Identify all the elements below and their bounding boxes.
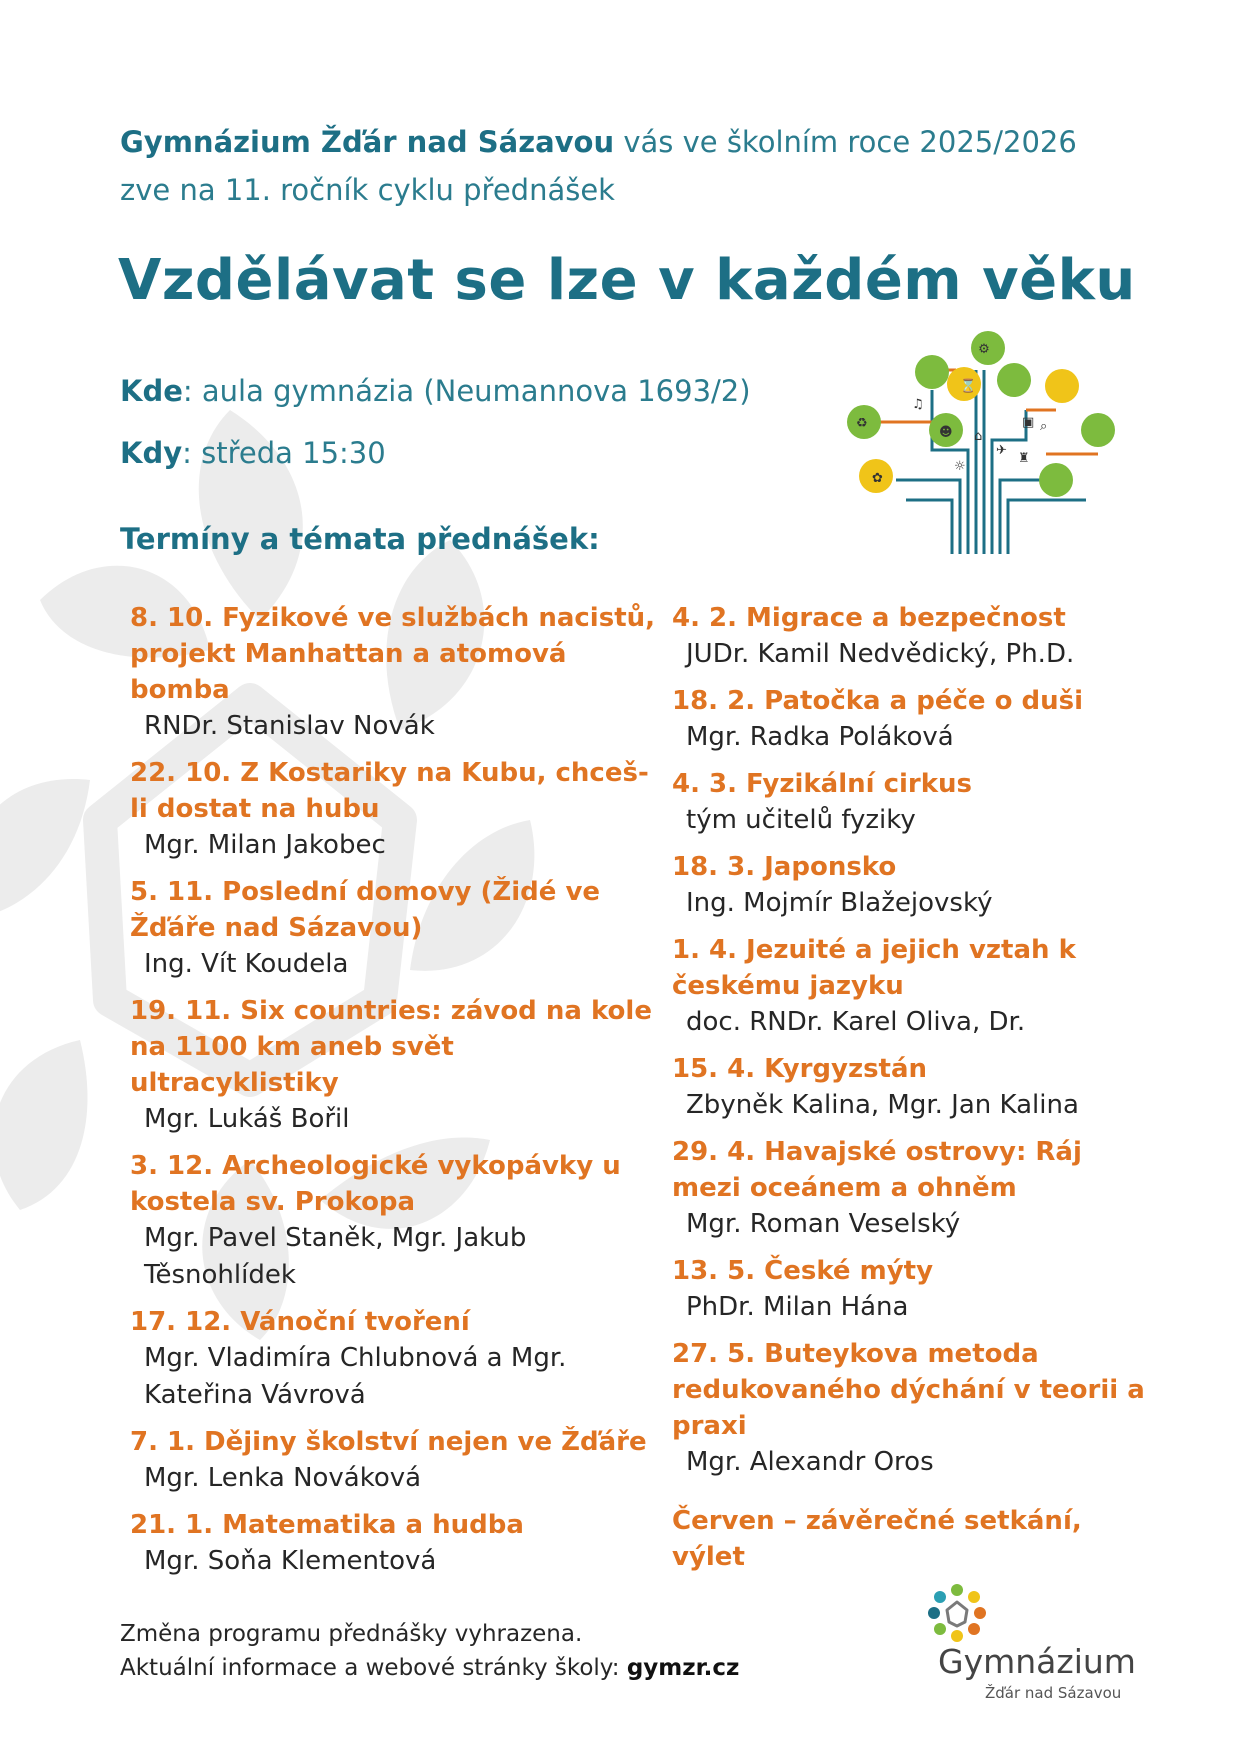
lecture-item	[130, 600, 660, 745]
svg-text:⌛: ⌛	[960, 379, 977, 394]
lecture-topic: 4. 3. Fyzikální cirkus	[672, 769, 973, 799]
lecture-speaker: Mgr. Radka Poláková	[686, 722, 954, 752]
lecture-item	[672, 932, 1152, 1041]
closing-event: Červen – závěrečné setkání, výlet	[672, 1506, 1082, 1572]
lecture-item	[130, 1304, 660, 1414]
info-time	[120, 436, 386, 470]
svg-text:♜: ♜	[1018, 451, 1030, 466]
bed-icon	[915, 355, 949, 389]
lecture-item	[672, 600, 1152, 673]
intro-line1-rest: vás ve školním roce 2025/2026	[614, 125, 1077, 159]
lecture-item	[672, 849, 1152, 922]
svg-text:♫: ♫	[912, 397, 924, 412]
info-location	[120, 374, 751, 408]
graduate-icon	[1039, 463, 1073, 497]
lecture-topic: 17. 12. Vánoční tvoření	[130, 1307, 470, 1337]
lectures-right-column	[672, 600, 1152, 1575]
lecture-item	[672, 1253, 1152, 1326]
lecture-speaker: Mgr. Lenka Nováková	[144, 1463, 422, 1493]
lecture-topic: 22. 10. Z Kostariky na Kubu, chceš-li dostat na hubu	[130, 758, 649, 824]
intro-line2: zve na 11. ročník cyklu přednášek	[120, 173, 615, 207]
lecture-item	[672, 766, 1152, 839]
lecture-speaker: Mgr. Roman Veselský	[686, 1209, 961, 1239]
lecture-speaker: Ing. Mojmír Blažejovský	[686, 888, 993, 918]
lecture-speaker: Mgr. Pavel Staněk, Mgr. Jakub Těsnohlídek	[144, 1223, 527, 1290]
lecture-speaker: Zbyněk Kalina, Mgr. Jan Kalina	[686, 1090, 1079, 1120]
lecture-topic: 1. 4. Jezuité a jejich vztah k českému jazyku	[672, 935, 1076, 1001]
section-title: Termíny a témata přednášek:	[120, 522, 600, 556]
svg-text:⚙: ⚙	[978, 342, 990, 357]
lecture-speaker: doc. RNDr. Karel Oliva, Dr.	[686, 1007, 1026, 1037]
svg-text:⌂: ⌂	[974, 429, 983, 444]
info-location-label: Kde	[120, 374, 183, 408]
lectures-left-column	[130, 600, 660, 1590]
lecture-topic: 29. 4. Havajské ostrovy: Ráj mezi oceánem a ohněm	[672, 1137, 1082, 1203]
knowledge-tree-illustration	[836, 330, 1126, 554]
lecture-topic: 4. 2. Migrace a bezpečnost	[672, 603, 1066, 633]
footer-line2-prefix: Aktuální informace a webové stránky školy:	[120, 1655, 627, 1681]
lecture-item	[672, 1336, 1152, 1481]
info-location-value: : aula gymnázia (Neumannova 1693/2)	[182, 374, 751, 408]
lecture-speaker: tým učitelů fyziky	[686, 805, 916, 835]
lecture-item	[672, 1051, 1152, 1124]
svg-text:☻: ☻	[939, 425, 953, 440]
lecture-topic: 18. 2. Patočka a péče o duši	[672, 686, 1083, 716]
lecture-speaker: Mgr. Lukáš Bořil	[144, 1104, 350, 1134]
lecture-item	[130, 874, 660, 983]
people-icon	[1045, 369, 1079, 403]
lecture-item	[130, 1507, 660, 1580]
svg-text:⌕: ⌕	[1040, 419, 1048, 434]
lecture-item	[130, 1148, 660, 1294]
lecture-topic: 8. 10. Fyzikové ve službách nacistů, projekt Manhattan a atomová bomba	[130, 603, 656, 705]
logo-subtitle: Žďár nad Sázavou	[985, 1684, 1122, 1702]
svg-text:✈: ✈	[996, 443, 1007, 458]
lecture-topic: 7. 1. Dějiny školství nejen ve Žďáře	[130, 1427, 647, 1457]
lecture-item	[672, 683, 1152, 756]
lecture-speaker: Mgr. Milan Jakobec	[144, 830, 386, 860]
info-time-value: : středa 15:30	[182, 436, 386, 470]
footer-line1: Změna programu přednášky vyhrazena.	[120, 1621, 583, 1647]
page-title: Vzdělávat se lze v každém věku	[118, 248, 1136, 313]
lecture-item	[130, 1424, 660, 1497]
lecture-speaker: RNDr. Stanislav Novák	[144, 711, 435, 741]
lecture-speaker: Mgr. Vladimíra Chlubnová a Mgr. Kateřina Vávrová	[144, 1343, 567, 1410]
school-name: Gymnázium Žďár nad Sázavou	[120, 125, 615, 159]
svg-text:▣: ▣	[1022, 415, 1035, 430]
website-link[interactable]: gymzr.cz	[626, 1655, 740, 1681]
svg-text:☼: ☼	[954, 459, 966, 474]
hiker-icon	[1081, 413, 1115, 447]
lecture-speaker: Mgr. Alexandr Oros	[686, 1447, 934, 1477]
lecture-item	[130, 993, 660, 1138]
snake-icon	[997, 363, 1031, 397]
lecture-speaker: Ing. Vít Koudela	[144, 949, 349, 979]
lecture-topic: 3. 12. Archeologické vykopávky u kostela sv. Prokopa	[130, 1151, 621, 1217]
lecture-topic: 15. 4. Kyrgyzstán	[672, 1054, 928, 1084]
lecture-topic: 5. 11. Poslední domovy (Židé ve Žďáře nad Sázavou)	[130, 877, 601, 943]
lecture-item	[672, 1134, 1152, 1243]
school-logo-icon	[926, 1582, 988, 1644]
lecture-speaker: JUDr. Kamil Nedvědický, Ph.D.	[686, 639, 1075, 669]
lecture-topic: 18. 3. Japonsko	[672, 852, 897, 882]
lecture-topic: 21. 1. Matematika a hudba	[130, 1510, 524, 1540]
lecture-topic: 19. 11. Six countries: závod na kole na 1100 km aneb svět ultracyklistiky	[130, 996, 652, 1098]
lecture-topic: 13. 5. České mýty	[672, 1256, 934, 1286]
logo-name: Gymnázium	[938, 1642, 1136, 1681]
svg-text:✿: ✿	[872, 471, 883, 486]
lecture-speaker: PhDr. Milan Hána	[686, 1292, 909, 1322]
svg-text:♻: ♻	[856, 416, 868, 431]
info-time-label: Kdy	[120, 436, 183, 470]
lecture-topic: 27. 5. Buteykova metoda redukovaného dýchání v teorii a praxi	[672, 1339, 1145, 1441]
intro-text	[120, 118, 1120, 214]
lecture-speaker: Mgr. Soňa Klementová	[144, 1546, 437, 1576]
footer-note	[120, 1617, 739, 1685]
lecture-item	[130, 755, 660, 864]
